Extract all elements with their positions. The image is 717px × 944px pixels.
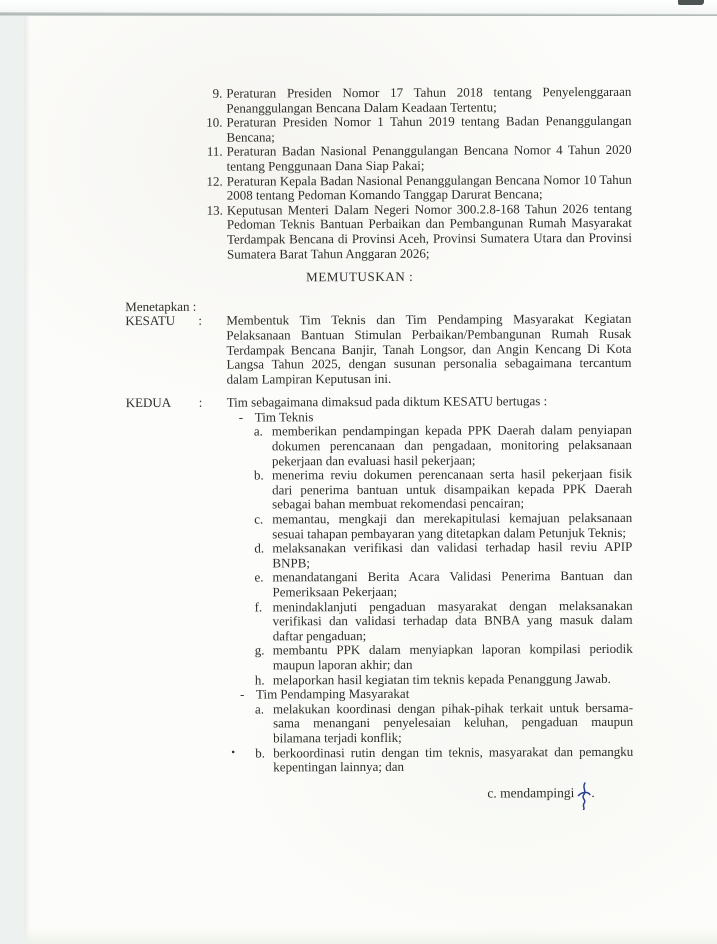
item-text: melakukan koordinasi dengan pihak-pihak terkait untuk bersama-sama menangani penyelesaian keluhan, pengaduan maupun bilamana terjadi konflik;	[272, 699, 634, 746]
item-text: menandatangani Berita Acara Validasi Penerima Bantuan dan Pemeriksaan Pekerjaan;	[272, 568, 633, 600]
consideration-item-10	[205, 114, 717, 145]
task-item	[254, 423, 632, 468]
stray-dot-mark: •	[231, 746, 236, 759]
item-letter: b.	[255, 744, 265, 761]
dictum-body	[227, 394, 634, 775]
item-letter: c.	[254, 511, 264, 527]
item-number: 13.	[206, 202, 223, 218]
item-text: memantau, mengkaji dan merekapitulasi kemajuan pelaksanaan sesuai tahapan pembayaran yang ditetapkan dalam Petunjuk Teknis;	[272, 509, 633, 542]
dash-marker: -	[238, 409, 244, 425]
item-number: 9.	[212, 85, 223, 101]
item-text: melaksanakan verifikasi dan validasi terhadap hasil reviu APIP BNPB;	[272, 539, 633, 571]
dictum-colon: :	[198, 395, 203, 411]
item-letter: d.	[254, 540, 265, 556]
item-number: 10.	[206, 114, 223, 130]
document-page	[24, 16, 717, 944]
task-item	[255, 598, 633, 643]
memutuskan-heading: MEMUTUSKAN :	[306, 268, 414, 285]
scan-corner-artifact	[678, 0, 704, 5]
task-item	[255, 701, 633, 746]
item-text: membantu PPK dalam menyiapkan laporan kompilasi periodik maupun laporan akhir; dan	[272, 641, 633, 673]
item-text: memberikan pendampingan kepada PPK Daerah dalam penyiapan dokumen perencanaan dan pengadaan, monitoring pelaksanaan pekerjaan dan evaluasi hasil pekerjaan;	[271, 422, 632, 469]
item-text: Peraturan Badan Nasional Penanggulangan Bencana Nomor 4 Tahun 2020 tentang Penggunaan Dana Siap Pakai;	[226, 142, 632, 174]
consideration-item-11	[206, 143, 717, 174]
task-item	[254, 511, 632, 542]
item-text: menindaklanjuti pengaduan masyarakat dengan melaksanakan verifikasi dan validasi terhadap data BNBA yang masuk dalam daftar pengaduan;	[272, 597, 633, 644]
catchword-text: c. mendampingi	[487, 784, 575, 801]
item-letter: a.	[254, 701, 265, 717]
task-item	[254, 540, 632, 571]
handwritten-paraph-mark	[575, 782, 591, 810]
item-letter: h.	[254, 672, 265, 688]
dictum-intro: Tim sebagaimana dimaksud pada diktum KESATU bertugas :	[226, 393, 548, 410]
item-text: Peraturan Presiden Nomor 1 Tahun 2019 tentang Badan Penanggulangan Bencana;	[226, 113, 632, 145]
task-item	[231, 743, 634, 775]
item-text: berkoordinasi rutin dengan tim teknis, masyarakat dan pemangku kepentingan lainnya; dan	[273, 743, 634, 775]
team-title-text: Tim Teknis	[254, 409, 314, 425]
item-text: menerima reviu dokumen perencanaan serta hasil pekerjaan fisik dari penerima bantuan untuk disampaikan kepada PPK Daerah sebagai bahan membuat rekomendasi pencairan;	[271, 466, 633, 512]
task-item	[254, 569, 632, 600]
consideration-item-13	[206, 201, 717, 262]
item-letter: b.	[253, 467, 264, 483]
dictum-label: KESATU	[125, 313, 176, 329]
item-letter: e.	[254, 569, 264, 585]
dictum-text: Membentuk Tim Teknis dan Tim Pendamping Masyarakat Kegiatan Pelaksanaan Bantuan Stimulan Perbaikan/Pembangunan Rumah Rusak Terdampak Bencana Banjir, Tanah Longsor, dan Angin Kencang Di Kota Langsa Tahun 2025, dengan susunan personalia sebagaimana tercantum dalam Lampiran Keputusan ini.	[226, 311, 632, 387]
dash-marker: -	[239, 686, 245, 702]
page-catchword	[487, 781, 717, 810]
item-text: Peraturan Kepala Badan Nasional Penanggulangan Bencana Nomor 10 Tahun 2008 tentang Pedoman Komando Tanggap Darurat Bencana;	[226, 171, 632, 203]
catchword-period: .	[591, 784, 595, 800]
item-number: 11.	[206, 144, 223, 160]
item-letter: a.	[253, 423, 263, 439]
dictum-label: KEDUA	[125, 395, 172, 411]
document-content	[24, 14, 717, 812]
item-text: Keputusan Menteri Dalam Negeri Nomor 300.2.8-168 Tahun 2026 tentang Pedoman Teknis Bantuan Perbaikan dan Pembangunan Rumah Masyarakat Terdampak Bencana di Provinsi Aceh, Provinsi Sumatera Utara dan Provinsi Sumatera Barat Tahun Anggaran 2026;	[226, 200, 633, 262]
item-letter: f.	[254, 599, 263, 615]
menetapkan-label: Menetapkan :	[125, 298, 197, 314]
task-item	[254, 467, 632, 512]
consideration-item-9	[205, 84, 717, 115]
dictum-kesatu	[125, 312, 717, 388]
item-text: melaporkan hasil kegiatan tim teknis kepada Penanggung Jawab.	[272, 670, 611, 687]
dictum-colon: :	[198, 313, 202, 329]
item-number: 12.	[206, 173, 223, 189]
item-text: Peraturan Presiden Nomor 17 Tahun 2018 tentang Penyelenggaraan Penanggulangan Bencana Dalam Keadaan Tertentu;	[226, 83, 632, 116]
team-title-text: Tim Pendamping Masyarakat	[255, 685, 410, 702]
considerations-list	[205, 84, 717, 261]
item-letter: g.	[254, 642, 265, 658]
consideration-item-12	[206, 172, 717, 203]
task-item	[255, 642, 633, 673]
dictum-kedua	[126, 394, 717, 776]
task-item	[255, 671, 633, 687]
